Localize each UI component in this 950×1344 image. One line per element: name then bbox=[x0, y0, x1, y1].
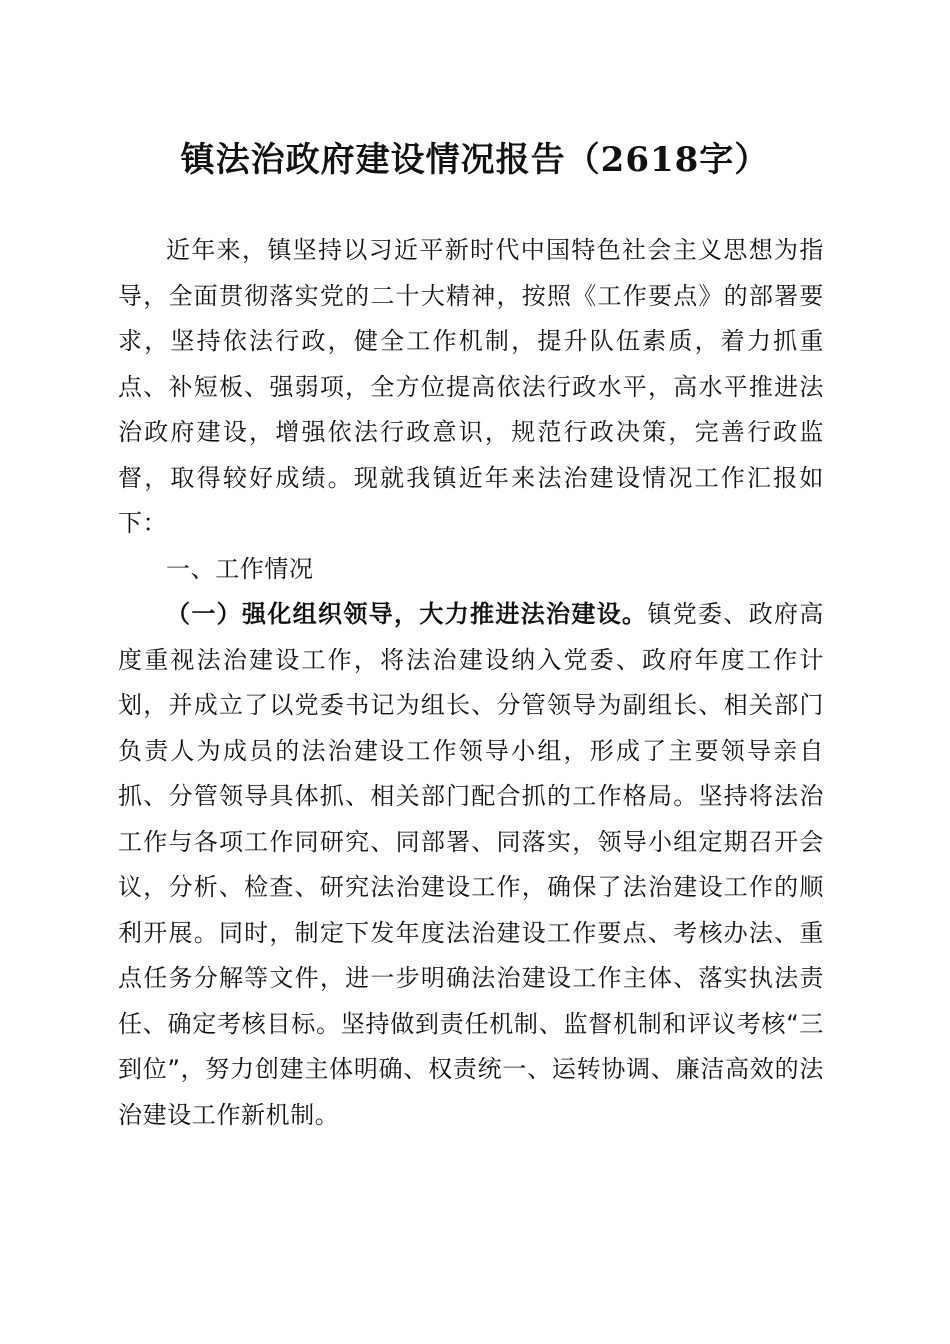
subsection-lead: （一）强化组织领导，大力推进法治建设。 bbox=[166, 600, 648, 628]
subsection-body: 镇党委、政府高度重视法治建设工作，将法治建设纳入党委、政府年度工作计划，并成立了以党委书记为组长、分管领导为副组长、相关部门负责人为成员的法治建设工作领导小组，形成了主要领导亲自抓、分管领导具体抓、相关部门配合抓的工作格局。坚持将法治工作与各项工作同研究、同部署、同落实，领导小组定期召开会议，分析、检查、研究法治建设工作，确保了法治建设工作的顺利开展。同时，制定下发年度法治建设工作要点、考核办法、重点任务分解等文件，进一步明确法治建设工作主体、落实执法责任、确定考核目标。坚持做到责任机制、监督机制和评议考核“三到位”，努力创建主体明确、权责统一、运转协调、廉洁高效的法治建设工作新机制。 bbox=[118, 600, 824, 1129]
document-title: 镇法治政府建设情况报告（2618字） bbox=[180, 140, 770, 180]
intro-paragraph: 近年来，镇坚持以习近平新时代中国特色社会主义思想为指导，全面贯彻落实党的二十大精神，按照《工作要点》的部署要求，坚持依法行政，健全工作机制，提升队伍素质，着力抓重点、补短板、强弱项，全方位提高依法行政水平，高水平推进法治政府建设，增强依法行政意识，规范行政决策，完善行政监督，取得较好成绩。现就我镇近年来法治建设情况工作汇报如下： bbox=[118, 236, 824, 537]
subsection-paragraph bbox=[118, 592, 824, 1138]
section-heading: 一、工作情况 bbox=[166, 554, 314, 583]
document-body bbox=[118, 228, 824, 1138]
